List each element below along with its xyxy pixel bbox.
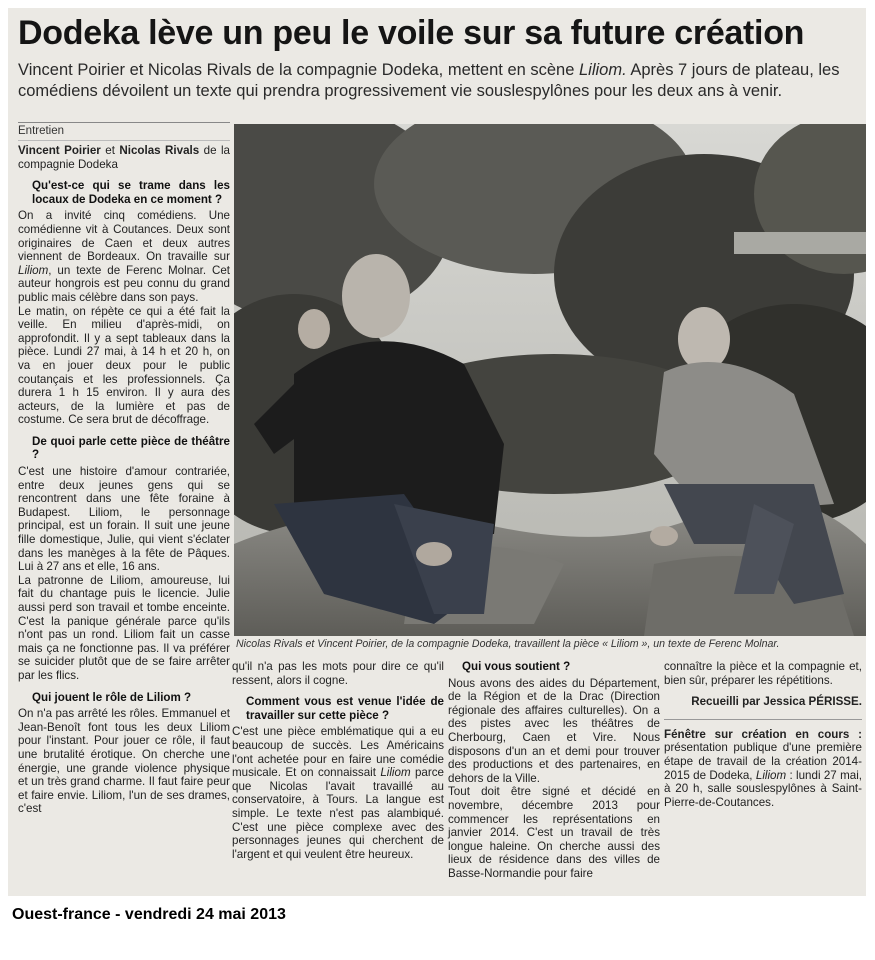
column-3 — [448, 660, 660, 881]
column-2 — [232, 660, 444, 861]
answer-2a: C'est une histoire d'amour contrariée, entre deux jeunes gens qui se rencontrent dans une fête foraine à Budapest. Liliom, le personnage principal, est un forain. Il suit une jeune fille domestique, Julie, qui vient s'éclater dans les manèges à la fête de Pâques. Lui à 27 ans et elle, 16 ans. — [18, 465, 230, 574]
signature: Recueilli par Jessica PÉRISSE. — [691, 695, 862, 709]
answer-5-continued: connaître la pièce et la compagnie et, bien sûr, préparer les répétitions. — [664, 660, 862, 687]
intro-and: et — [100, 144, 120, 157]
event-box-play-title: Liliom — [755, 768, 787, 782]
column-1 — [18, 144, 230, 816]
answer-1b: Le matin, on répète ce qui a été fait la veille. En milieu d'après-midi, on approfondit. Il y a sept tableaux dans la pièce. Lundi 27 mai, à 14 h et 20 h, on va en jouer deux pour le public coutançais et les professionnels. Ça durera 1 h 15 environ. Il y aura des acteurs, de la lumière et pas de costume. Ce sera brut de décoffrage. — [18, 304, 230, 427]
answer-4-text: C'est une pièce emblématique qui a eu beaucoup de succès. Les Américains l'ont achetée pour en faire une comédie musicale. Et on connaissait — [232, 725, 444, 780]
question-2: De quoi parle cette pièce de théâtre ? — [32, 434, 230, 462]
photo-caption: Nicolas Rivals et Vincent Poirier, de la compagnie Dodeka, travaillent la pièce « Liliom », un texte de Ferenc Molnar. — [236, 638, 780, 650]
answer-4-text-2: parce que Nicolas l'avait travaillé au conservatoire, à Tours. La langue est simple. Le texte n'est pas alambiqué. C'est une pièce complexe avec des personnages jeunes qui cherchent de l'argent et qui veulent être heureux. — [232, 766, 444, 861]
answer-1a — [18, 209, 230, 304]
lead-text-2: Après 7 jours de plateau, les comédiens dévoilent un texte qui prendra progressivement vie souslespylônes pour les deux ans à venir. — [18, 61, 840, 100]
question-4: Comment vous est venue l'idée de travailler sur cette pièce ? — [246, 695, 444, 722]
answer-3-continued: qu'il n'a pas les mots pour dire ce qu'il ressent, alors il cogne. — [232, 660, 444, 687]
answer-2b: La patronne de Liliom, amoureuse, lui fait du chantage puis le licencie. Julie aussi perd son travail et tombe enceinte. C'est la panique générale parce qu'ils n'ont pas un rond. Liliom fait un casse mais ça ne fonctionne pas. Il va préférer se suicider plutôt que de se faire arrêter par les flics. — [18, 573, 230, 682]
article-lead — [18, 60, 858, 102]
answer-4 — [232, 725, 444, 861]
answer-5a: Nous avons des aides du Département, de la Région et de la Drac (Direction régionale des affaires culturelles). On a des pistes avec les théâtres de Cherbourg, Caen et Vire. Nous disposons d'un an et demi pour trouver des productions et des partenaires, en dehors de la Ville. — [448, 676, 660, 785]
intro-rest: de la compagnie Dodeka — [18, 144, 230, 171]
intro-name-1: Vincent Poirier — [18, 144, 101, 157]
question-1: Qu'est-ce qui se trame dans les locaux de Dodeka en ce moment ? — [32, 179, 230, 206]
article-photo — [234, 124, 866, 636]
event-box-text-2: : lundi 27 mai, à 20 h, salle souslespylônes à Saint-Pierre-de-Coutances. — [664, 768, 862, 809]
question-5: Qui vous soutient ? — [462, 660, 571, 673]
lead-text-1: Vincent Poirier et Nicolas Rivals de la compagnie Dodeka, mettent en scène — [18, 61, 579, 79]
answer-1a-text: On a invité cinq comédiens. Une comédienne vit à Coutances. Deux sont originaires de Caen et deux autres viennent de Bordeaux. On travaille sur — [18, 209, 230, 264]
answer-1a-title: Liliom — [18, 263, 49, 277]
answer-5b: Tout doit être signé et décidé en novembre, décembre 2013 pour commencer les représentations en janvier 2014. C'est un travail de très longue haleine. On cherche aussi des lieux de résidence dans des villes de Basse-Normandie pour faire — [448, 785, 660, 880]
intro-name-2: Nicolas Rivals — [119, 144, 200, 157]
column-4 — [664, 660, 862, 809]
interview-intro — [18, 144, 230, 171]
answer-3: On n'a pas arrêté les rôles. Emmanuel et Jean-Benoît font tous les deux Liliom pour l'instant. Pour jouer ce rôle, il faut une brutalité érotique. On cherche une énergie, une grande violence physique et un très grand charme. Il faut faire peur et faire envie. Liliom, l'un de ses drames, c'est — [18, 707, 230, 816]
newspaper-clipping — [8, 8, 866, 896]
rubric-label: Entretien — [18, 122, 230, 141]
answer-1a-text-2: , un texte de Ferenc Molnar. Cet auteur hongrois est peu connu du grand public mais célèbre dans son pays. — [18, 263, 230, 304]
question-3: Qui jouent le rôle de Liliom ? — [32, 690, 192, 704]
answer-4-title: Liliom — [380, 766, 411, 780]
lead-play-title: Liliom. — [579, 61, 627, 79]
source-footer: Ouest-france - vendredi 24 mai 2013 — [12, 906, 286, 923]
photo-illustration — [234, 124, 866, 636]
article-headline: Dodeka lève un peu le voile sur sa future création — [18, 14, 805, 52]
event-box-title: Fénêtre sur création en cours : — [664, 727, 862, 741]
event-box-text: présentation publique d'une première étape de travail de la création 2014-2015 de Dodeka, — [664, 741, 862, 782]
event-box — [664, 719, 862, 810]
